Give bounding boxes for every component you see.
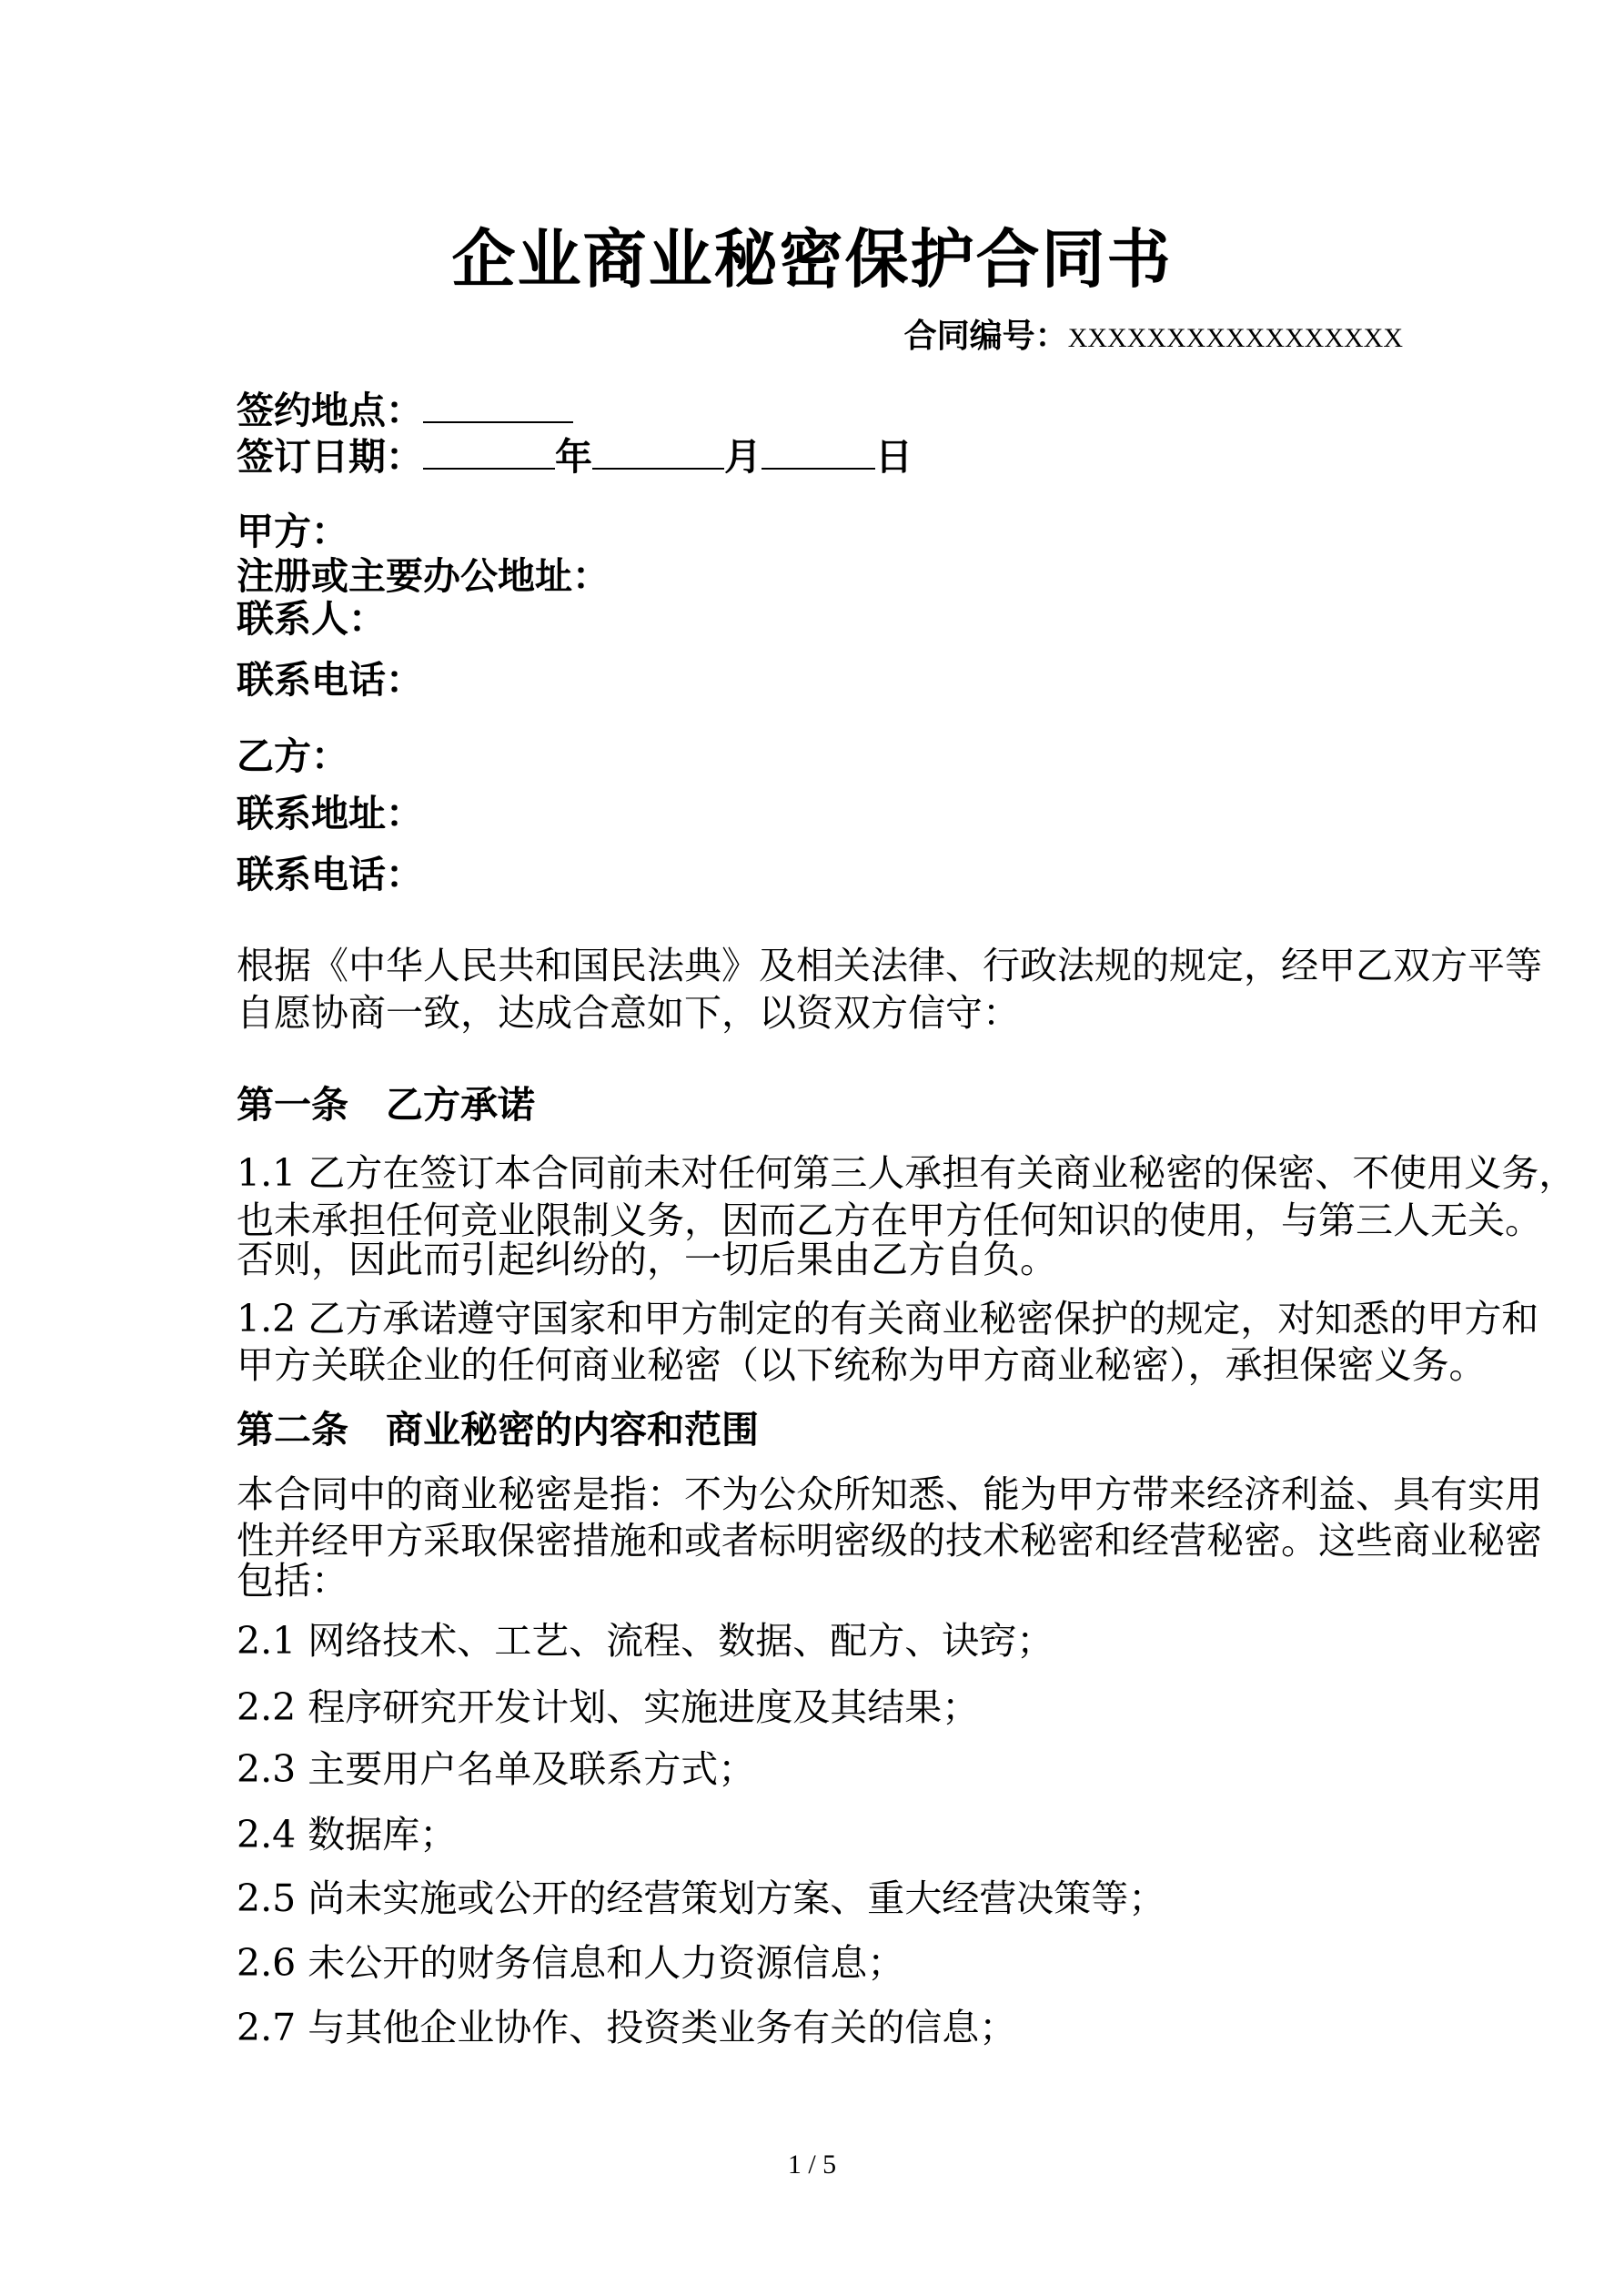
signing-date-label: 签订日期： bbox=[237, 435, 423, 479]
article2-intro-line: 性并经甲方采取保密措施和或者标明密级的技术秘密和经营秘密。这些商业秘密 bbox=[237, 1519, 1542, 1563]
article2-heading: 第二条 商业秘密的内容和范围 bbox=[237, 1408, 759, 1451]
day-blank bbox=[762, 435, 875, 470]
contract-number-label: 合同编号： bbox=[903, 318, 1068, 355]
list-item: 2.4 数据库； bbox=[237, 1813, 458, 1856]
signing-place bbox=[237, 388, 573, 433]
list-item: 2.2 程序研究开发计划、实施进度及其结果； bbox=[237, 1685, 980, 1729]
list-item: 2.3 主要用户名单及联系方式； bbox=[237, 1747, 756, 1791]
year-blank bbox=[423, 435, 555, 470]
document-title: 企业商业秘密保护合同书 bbox=[451, 222, 1173, 297]
page-number: 1 / 5 bbox=[787, 2149, 837, 2180]
party-b-label: 乙方： bbox=[237, 734, 348, 778]
preamble-line: 自愿协商一致，达成合意如下，以资双方信守： bbox=[237, 991, 1020, 1035]
party-b-address-label: 联系地址： bbox=[237, 792, 423, 835]
clause-1-2-line: 甲方关联企业的任何商业秘密（以下统称为甲方商业秘密），承担保密义务。 bbox=[237, 1343, 1487, 1387]
year-label: 年 bbox=[555, 435, 592, 479]
list-item: 2.7 与其他企业协作、投资类业务有关的信息； bbox=[237, 2006, 1017, 2049]
clause-1-1-line: 1.1 乙方在签订本合同前未对任何第三人承担有关商业秘密的保密、不使用义务， bbox=[237, 1151, 1577, 1195]
signing-place-blank bbox=[423, 389, 573, 423]
party-a-label: 甲方： bbox=[237, 510, 348, 553]
article2-intro-line: 本合同中的商业秘密是指：不为公众所知悉、能为甲方带来经济利益、具有实用 bbox=[237, 1472, 1542, 1516]
signing-date bbox=[237, 434, 913, 480]
month-label: 月 bbox=[724, 435, 762, 479]
party-a-phone-label: 联系电话： bbox=[237, 658, 423, 702]
article1-heading: 第一条 乙方承诺 bbox=[237, 1083, 535, 1127]
party-a-contact-label: 联系人： bbox=[237, 597, 386, 641]
clause-1-1-line: 也未承担任何竞业限制义务，因而乙方在甲方任何知识的使用，与第三人无关。 bbox=[237, 1199, 1542, 1242]
contract-number-value: XXXXXXXXXXXXXXXXX bbox=[1067, 323, 1403, 353]
list-item: 2.5 尚未实施或公开的经营策划方案、重大经营决策等； bbox=[237, 1876, 1166, 1920]
article2-intro-line: 包括： bbox=[237, 1559, 348, 1603]
month-blank bbox=[592, 435, 724, 470]
day-label: 日 bbox=[875, 435, 913, 479]
clause-1-2-line: 1.2 乙方承诺遵守国家和甲方制定的有关商业秘密保护的规定，对知悉的甲方和 bbox=[237, 1297, 1539, 1340]
clause-1-1-line: 否则，因此而引起纠纷的，一切后果由乙方自负。 bbox=[237, 1238, 1057, 1281]
party-b-phone-label: 联系电话： bbox=[237, 853, 423, 896]
list-item: 2.6 未公开的财务信息和人力资源信息； bbox=[237, 1941, 905, 1985]
party-a-address-label: 注册或主要办公地址： bbox=[237, 554, 610, 598]
contract-number bbox=[904, 314, 1403, 361]
signing-place-label: 签约地点： bbox=[237, 389, 423, 432]
preamble-line: 根据《中华人民共和国民法典》及相关法律、行政法规的规定，经甲乙双方平等 bbox=[237, 944, 1542, 987]
list-item: 2.1 网络技术、工艺、流程、数据、配方、诀窍； bbox=[237, 1619, 1054, 1663]
